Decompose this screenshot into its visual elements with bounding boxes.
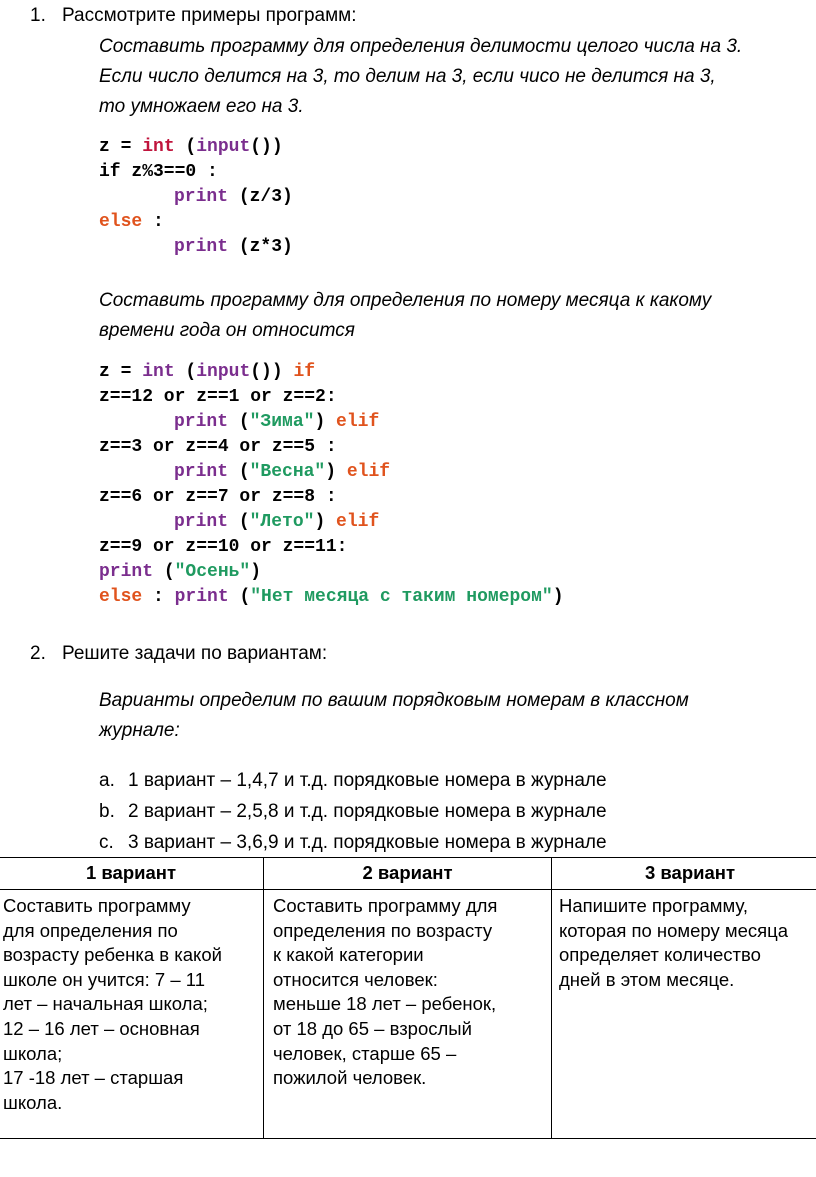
section1-number: 1.	[30, 5, 46, 26]
section2-intro-line: Варианты определим по вашим порядковым номерам в классном	[99, 690, 689, 711]
cell-line: пожилой человек.	[273, 1067, 427, 1089]
code2-line: else : print ("Нет месяца с таким номером")	[99, 587, 564, 607]
table-header-cell: 2 вариант	[264, 858, 552, 890]
section2-intro-line: журнале:	[99, 720, 180, 741]
cell-line: относится человек:	[273, 968, 438, 990]
list-item: 1 вариант – 1,4,7 и т.д. порядковые номера в журнале	[128, 770, 607, 791]
code2-line: z==3 or z==4 or z==5 :	[99, 437, 337, 457]
cell-line: 17 -18 лет – старшая	[3, 1067, 184, 1089]
cell-line: дней в этом месяце.	[559, 968, 735, 990]
code2-line: z==9 or z==10 or z==11:	[99, 537, 348, 557]
cell-line: меньше 18 лет – ребенок,	[273, 993, 497, 1015]
code1-line: print (z*3)	[174, 237, 293, 257]
table-header-cell: 3 вариант	[552, 858, 816, 890]
cell-line: человек, старше 65 –	[273, 1042, 457, 1064]
list-item: 3 вариант – 3,6,9 и т.д. порядковые номера в журнале	[128, 832, 607, 853]
cell-line: школа;	[3, 1042, 63, 1064]
task1-line: Составить программу для определения делимости целого числа на 3.	[99, 36, 743, 57]
cell-line: Составить программу для	[273, 895, 498, 916]
table-cell-variant-1	[0, 890, 264, 1139]
code2-line: z = int (input()) if	[99, 362, 316, 382]
cell-line: 12 – 16 лет – основная	[3, 1017, 200, 1039]
code2-line: print ("Весна") elif	[174, 462, 391, 482]
section2-number: 2.	[30, 643, 46, 664]
cell-line: Составить программу	[3, 895, 191, 916]
cell-line: Напишите программу,	[559, 895, 748, 916]
code1-line: if z%3==0 :	[99, 162, 218, 182]
task2-line: Составить программу для определения по номеру месяца к какому	[99, 290, 712, 311]
section2-heading: Решите задачи по вариантам:	[62, 643, 328, 664]
cell-line: для определения по	[3, 919, 178, 941]
code1-line: print (z/3)	[174, 187, 293, 207]
list-marker: c.	[99, 832, 114, 853]
list-marker: a.	[99, 770, 115, 791]
table-header-cell: 1 вариант	[0, 858, 264, 890]
code2-line: print ("Лето") elif	[174, 512, 380, 532]
task1-line: Если число делится на 3, то делим на 3, если чисо не делится на 3,	[99, 66, 716, 87]
cell-line: лет – начальная школа;	[3, 993, 208, 1015]
cell-line: от 18 до 65 – взрослый	[273, 1017, 472, 1039]
table-row	[0, 890, 816, 1139]
cell-line: определяет количество	[559, 944, 761, 966]
code2-line: print ("Осень")	[99, 562, 262, 582]
cell-line: которая по номеру месяца	[559, 919, 789, 941]
task1-line: то умножаем его на 3.	[99, 96, 304, 117]
table-cell-variant-3	[552, 890, 816, 1139]
cell-line: школа.	[3, 1091, 63, 1113]
table-header-row	[0, 858, 816, 890]
code2-line: z==6 or z==7 or z==8 :	[99, 487, 337, 507]
code1-line: z = int (input())	[99, 137, 283, 157]
cell-line: школе он учится: 7 – 11	[3, 968, 205, 990]
list-item: 2 вариант – 2,5,8 и т.д. порядковые номера в журнале	[128, 801, 607, 822]
table-cell-variant-2	[264, 890, 552, 1139]
code2-line: print ("Зима") elif	[174, 412, 380, 432]
cell-line: к какой категории	[273, 944, 424, 966]
cell-line: возрасту ребенка в какой	[3, 944, 222, 966]
code1-line: else :	[99, 212, 164, 232]
cell-line: определения по возрасту	[273, 919, 493, 941]
code2-line: z==12 or z==1 or z==2:	[99, 387, 337, 407]
variants-table	[0, 857, 816, 1139]
section1-heading: Рассмотрите примеры программ:	[62, 5, 357, 26]
list-marker: b.	[99, 801, 115, 822]
task2-line: времени года он относится	[99, 320, 355, 341]
